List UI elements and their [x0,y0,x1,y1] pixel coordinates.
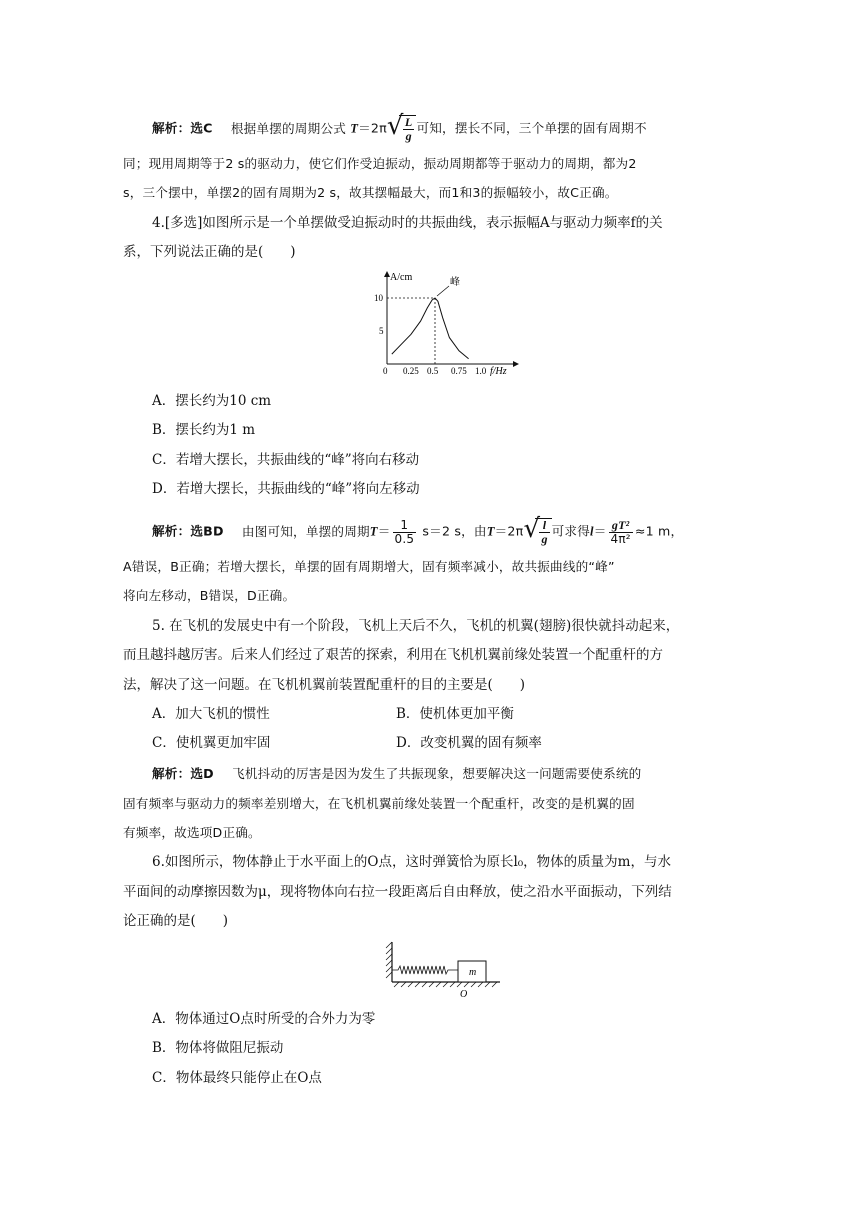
q5-stem-line-1: 5. 在飞机的发展史中有一个阶段，飞机上天后不久，飞机的机翼(翅膀)很快就抖动起来， [152,618,680,634]
formula-symbol: T [369,524,378,539]
analysis-label: 解析：选BD [152,523,224,539]
q5-option-a: A．加大飞机的惯性 [152,706,270,722]
q5-analysis-line-1 [152,765,641,783]
q6-stem-line-2: 平面间的动摩擦因数为μ，现将物体向右拉一段距离后自由释放，使之沿水平面振动，下列结 [123,884,672,900]
q6-stem-line-3: 论正确的是( ) [123,913,229,929]
mass-label: m [469,967,477,978]
sqrt-formula: √ $\frac{l}{g}$ [523,518,551,546]
q4-option-c: C．若增大摆长，共振曲线的“峰”将向右移动 [152,452,420,468]
analysis-text-tail: 可知，摆长不同，三个单摆的固有周期不 [416,120,647,136]
analysis-text: 根据单摆的周期公式 [230,120,346,136]
formula-eq: ＝2π [358,120,387,136]
x-tick-label: 0.5 [427,366,439,376]
analysis-text: 由图可知，单摆的周期 [241,523,370,539]
floor-hatching [394,982,497,987]
q4-analysis-line-2: A错误，B正确；若增大摆长，单摆的固有周期增大，固有频率减小，故共振曲线的“峰” [123,559,615,574]
wall-hatching [386,942,392,978]
origin-label: O [460,989,468,1000]
q5-option-d: D．改变机翼的固有频率 [396,735,542,751]
q6-option-a: A．物体通过O点时所受的合外力为零 [152,1011,376,1027]
resonance-chart [372,268,522,376]
sqrt-formula: √ $\frac{L}{g}$ [387,115,417,143]
x-tick-label: 0.25 [403,366,419,376]
q3-analysis-line-2: 同；现用周期等于2 s的驱动力，使它们作受迫振动，振动周期都等于驱动力的周期，都为2 [123,156,637,171]
spring-mass-figure [380,940,505,1000]
q4-option-b: B．摆长约为1 m [152,422,256,438]
resonance-curve [392,298,469,359]
x-tick-label: 0.75 [451,366,467,376]
q4-stem-line-1: 4.[多选]如图所示是一个单摆做受迫振动时的共振曲线，表示振幅A与驱动力频率f的关 [152,215,663,231]
spring [392,966,458,974]
x-axis-label: f/Hz [490,366,507,376]
q3-analysis-line-3: s，三个摆中，单摆2的固有周期为2 s，故其摆幅最大，而1和3的振幅较小，故C正确。 [123,185,618,200]
analysis-text: 飞机抖动的厉害是因为发生了共振现象，想要解决这一问题需要使系统的 [232,766,642,781]
x-tick-label: 1.0 [475,366,487,376]
q5-option-c: C．使机翼更加牢固 [152,735,271,751]
q6-option-b: B．物体将做阻尼振动 [152,1040,284,1056]
q5-stem-line-3: 法，解决了这一问题。在飞机机翼前装置配重杆的目的主要是( ) [123,677,526,693]
y-tick-label: 5 [379,326,384,336]
x-tick-label: 0 [383,366,388,376]
q5-analysis-line-3: 有频率，故选项D正确。 [123,825,261,840]
q4-stem-line-2: 系，下列说法正确的是( ) [123,244,296,260]
analysis-label: 解析：选D [152,766,214,781]
y-axis-label: A/cm [390,272,413,283]
q4-analysis-line-1: 解析：选BD 由图可知，单摆的周期T＝ $\frac{1}{0.5}$ s＝2 s，由T＝2π √ $\frac{l}{g}$ 可求得l＝ $\frac{\text{gT²}}{\text{4π²}}$ ≈1 m， [152,514,684,546]
q5-analysis-line-2: 固有频率与驱动力的频率差别增大，在飞机机翼前缘处装置一个配重杆，改变的是机翼的固 [123,796,635,811]
q4-option-a: A．摆长约为10 cm [152,393,272,409]
q6-stem-line-1: 6.如图所示，物体静止于水平面上的O点，这时弹簧恰为原长l₀，物体的质量为m，与水 [152,854,671,870]
fraction: $\frac{1}{0.5}$ [394,517,415,546]
q4-option-d: D．若增大摆长，共振曲线的“峰”将向左移动 [152,481,420,497]
q4-analysis-line-3: 将向左移动，B错误，D正确。 [123,588,296,603]
peak-label: 峰 [450,277,460,288]
formula-symbol: T [350,121,359,136]
analysis-label: 解析：选C [152,120,213,136]
peak-pointer-line [437,286,449,296]
y-tick-label: 10 [374,293,383,303]
q3-analysis-line-1 [152,111,647,143]
q5-option-b: B．使机体更加平衡 [396,706,514,722]
fraction: $\frac{\text{gT²}}{\text{4π²}}$ [610,517,631,546]
q6-option-c: C．物体最终只能停止在O点 [152,1070,322,1086]
q5-stem-line-2: 而且越抖越厉害。后来人们经过了艰苦的探索，利用在飞机机翼前缘处装置一个配重杆的方 [123,647,663,663]
